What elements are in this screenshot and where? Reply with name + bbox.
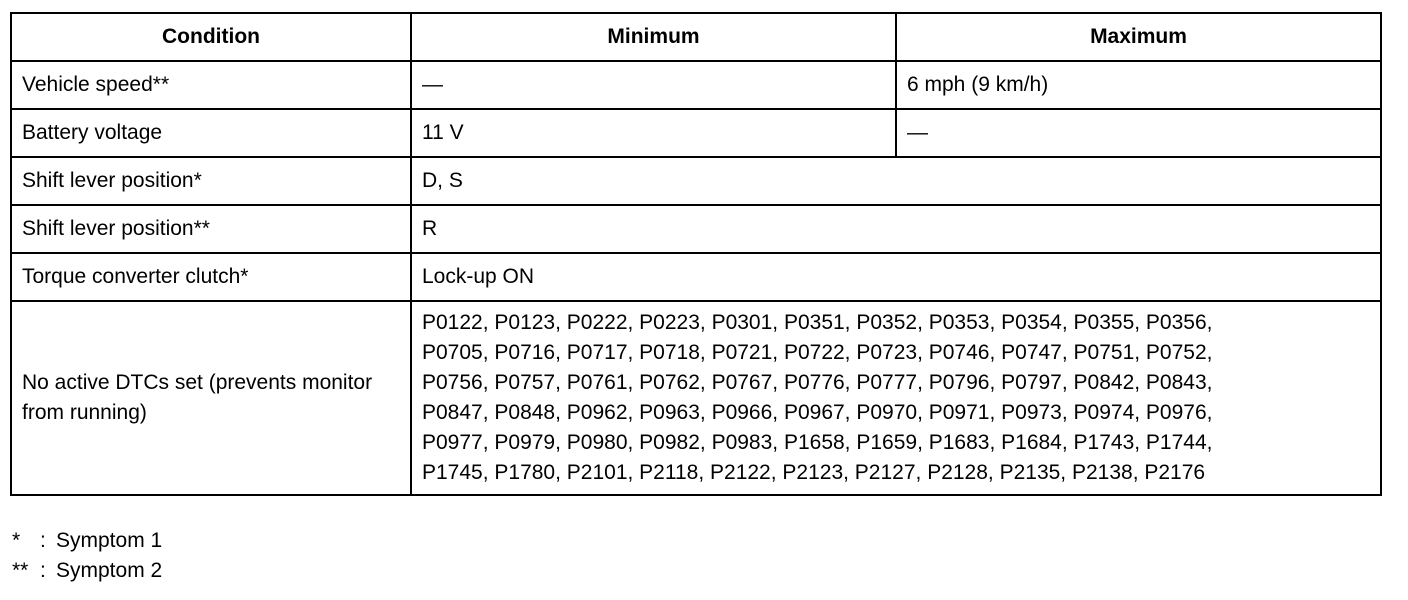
condition-cell: Torque converter clutch* [11, 253, 411, 301]
legend-mark: * [12, 529, 21, 552]
legend-item [12, 526, 162, 556]
maximum-cell: 6 mph (9 km/h) [896, 61, 1381, 109]
table-row [11, 301, 1381, 495]
value-cell: D, S [411, 157, 1381, 205]
legend-separator: : [40, 529, 46, 552]
legend-item [12, 556, 162, 586]
dtc-line: P0756, P0757, P0761, P0762, P0767, P0776, P0777, P0796, P0797, P0842, P0843, [422, 371, 1213, 394]
value-cell: R [411, 205, 1381, 253]
header-condition: Condition [11, 13, 411, 61]
table-row [11, 253, 1381, 301]
header-minimum: Minimum [411, 13, 896, 61]
legend-text: Symptom 1 [56, 529, 163, 552]
dtc-line: P0705, P0716, P0717, P0718, P0721, P0722, P0723, P0746, P0747, P0751, P0752, [422, 341, 1213, 364]
minimum-cell: 11 V [411, 109, 896, 157]
legend-text: Symptom 2 [56, 559, 163, 582]
minimum-cell: — [411, 61, 896, 109]
table-row [11, 109, 1381, 157]
table-header-row [11, 13, 1381, 61]
condition-cell: Vehicle speed** [11, 61, 411, 109]
dtc-line: P0847, P0848, P0962, P0963, P0966, P0967, P0970, P0971, P0973, P0974, P0976, [422, 401, 1213, 424]
legend-mark: ** [12, 559, 29, 582]
value-cell: Lock-up ON [411, 253, 1381, 301]
dtc-line: P1745, P1780, P2101, P2118, P2122, P2123, P2127, P2128, P2135, P2138, P2176 [422, 461, 1206, 484]
condition-cell: Battery voltage [11, 109, 411, 157]
table-row [11, 61, 1381, 109]
symptom-legend [12, 526, 162, 586]
maximum-cell: — [896, 109, 1381, 157]
dtc-line: P0122, P0123, P0222, P0223, P0301, P0351, P0352, P0353, P0354, P0355, P0356, [422, 311, 1213, 334]
legend-separator: : [40, 559, 46, 582]
table-row [11, 157, 1381, 205]
dtc-line: P0977, P0979, P0980, P0982, P0983, P1658, P1659, P1683, P1684, P1743, P1744, [422, 431, 1213, 454]
table-row [11, 205, 1381, 253]
condition-cell: Shift lever position* [11, 157, 411, 205]
condition-cell: Shift lever position** [11, 205, 411, 253]
conditions-table-container [10, 12, 1382, 496]
header-maximum: Maximum [896, 13, 1381, 61]
condition-cell: No active DTCs set (prevents monitor from running) [11, 301, 411, 495]
conditions-table [10, 12, 1382, 496]
dtc-list-cell [411, 301, 1381, 495]
